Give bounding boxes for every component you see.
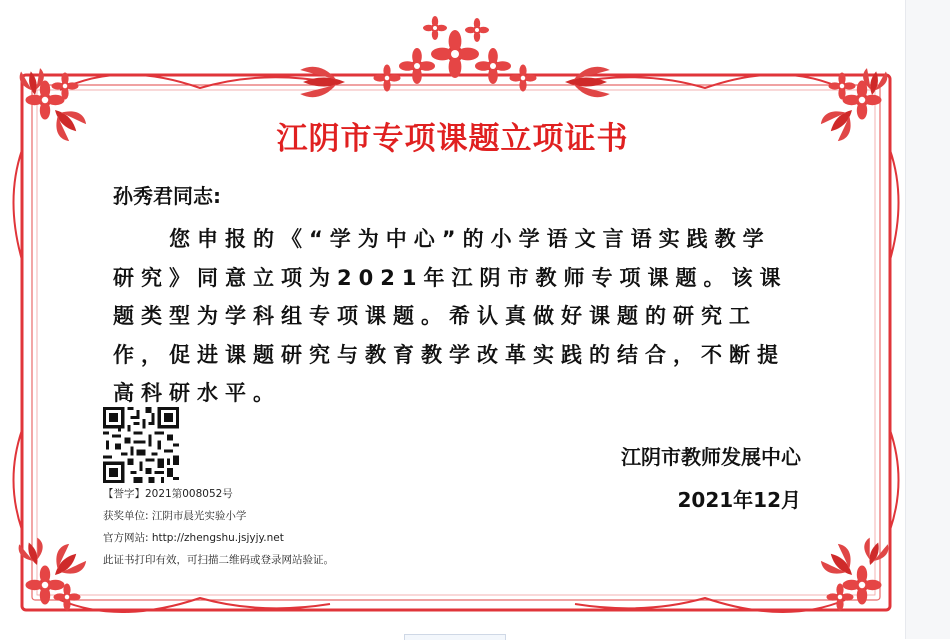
viewer-side-panel: [905, 0, 950, 639]
awarded-unit: 获奖单位: 江阴市晨光实验小学: [103, 510, 247, 522]
page-tab[interactable]: [404, 634, 506, 640]
issuer-name: 江阴市教师发展中心: [621, 445, 801, 469]
issue-date: 2021年12月: [677, 488, 801, 512]
certificate-number: 【誉字】2021第008052号: [103, 488, 233, 500]
certificate-body: 您申报的《“学为中心”的小学语文言语实践教学研究》同意立项为2021年江阴市教师专项课题。该课题类型为学科组专项课题。希认真做好课题的研究工作，促进课题研究与教育教学改革实践的结合，不断提高科研水平。: [113, 227, 788, 405]
verification-note: 此证书打印有效，可扫描二维码或登录网站验证。: [103, 554, 334, 566]
recipient-salutation: 孙秀君同志:: [113, 184, 221, 208]
certificate-title: 江阴市专项课题立项证书: [276, 121, 629, 157]
official-website: 官方网站: http://zhengshu.jsjyjy.net: [103, 532, 284, 544]
qr-code-icon: [103, 407, 179, 483]
